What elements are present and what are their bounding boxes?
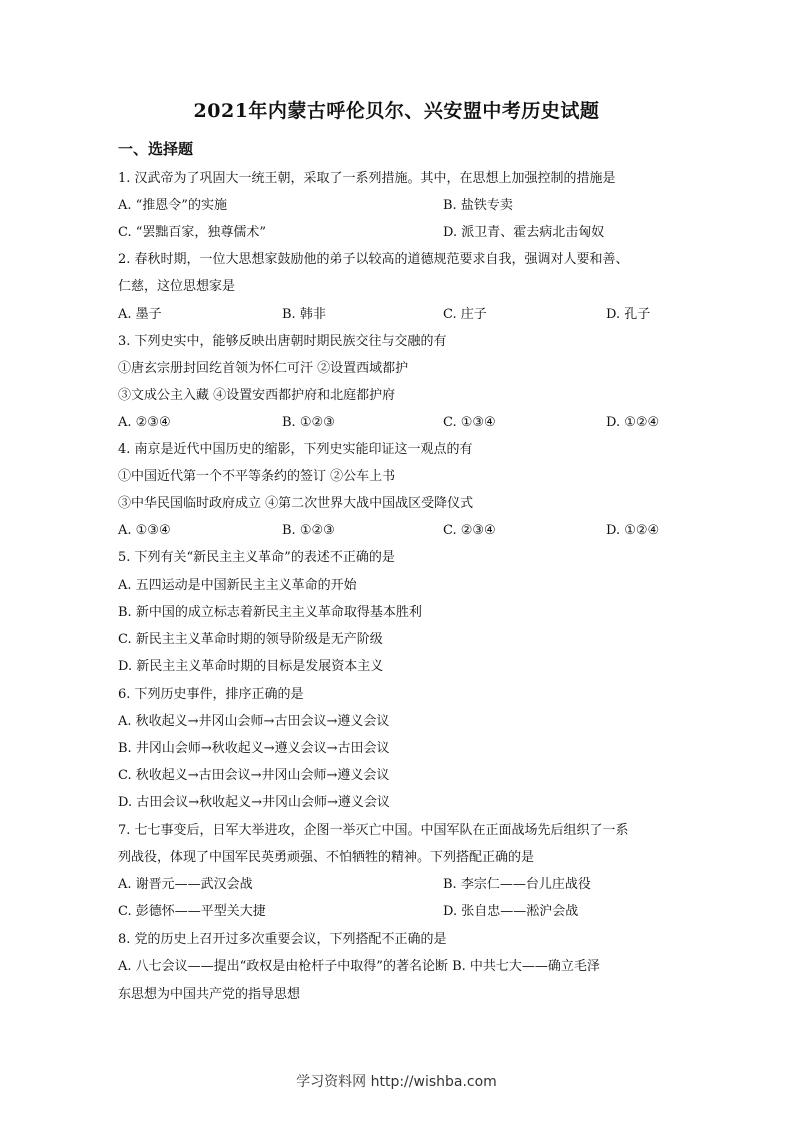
q7-option-a: A. 谢晋元——武汉会战 [118, 877, 253, 892]
q7-option-b: B. 李宗仁——台儿庄战役 [443, 877, 591, 892]
q7-stem-line2: 列战役，体现了中国军民英勇顽强、不怕牺牲的精神。下列搭配正确的是 [118, 850, 535, 865]
section-heading: 一、选择题 [118, 140, 194, 158]
q5-stem: 5. 下列有关“新民主主义革命”的表述不正确的是 [118, 550, 395, 565]
q2-option-a: A. 墨子 [118, 307, 162, 322]
q4-item-line1: ①中国近代第一个不平等条约的签订 ②公车上书 [118, 469, 396, 484]
q7-option-d: D. 张自忠——淞沪会战 [443, 904, 579, 919]
q1-option-b: B. 盐铁专卖 [443, 198, 513, 213]
q3-option-a: A. ②③④ [118, 415, 171, 430]
q5-option-a: A. 五四运动是中国新民主主义革命的开始 [118, 578, 357, 593]
q3-item-line1: ①唐玄宗册封回纥首领为怀仁可汗 ②设置西域都护 [118, 361, 409, 376]
q2-option-b: B. 韩非 [282, 307, 326, 322]
q4-option-a: A. ①③④ [118, 523, 171, 538]
q2-stem-line1: 2. 春秋时期，一位大思想家鼓励他的弟子以较高的道德规范要求自我，强调对人要和善、 [118, 252, 629, 267]
q4-stem: 4. 南京是近代中国历史的缩影，下列史实能印证这一观点的有 [118, 442, 473, 457]
q2-stem-line2: 仁慈，这位思想家是 [118, 279, 236, 294]
q3-item-line2: ③文成公主入藏 ④设置安西都护府和北庭都护府 [118, 388, 396, 403]
q3-option-c: C. ①③④ [443, 415, 496, 430]
q3-option-d: D. ①②④ [606, 415, 660, 430]
q1-stem: 1. 汉武帝为了巩固大一统王朝，采取了一系列措施。其中，在思想上加强控制的措施是 [118, 171, 616, 186]
q6-option-d: D. 古田会议→秋收起义→井冈山会师→遵义会议 [118, 795, 390, 810]
q8-options-line1: A. 八七会议——提出“政权是由枪杆子中取得”的著名论断 B. 中共七大——确立毛泽 [118, 959, 600, 974]
q4-option-c: C. ②③④ [443, 523, 496, 538]
q3-stem: 3. 下列史实中，能够反映出唐朝时期民族交往与交融的有 [118, 334, 447, 349]
q6-option-c: C. 秋收起义→古田会议→井冈山会师→遵义会议 [118, 768, 390, 783]
page-title: 2021年内蒙古呼伦贝尔、兴安盟中考历史试题 [193, 100, 600, 122]
q6-option-b: B. 井冈山会师→秋收起义→遵义会议→古田会议 [118, 741, 390, 756]
q5-option-b: B. 新中国的成立标志着新民主主义革命取得基本胜利 [118, 605, 422, 620]
q2-option-d: D. 孔子 [606, 307, 651, 322]
q1-option-c: C. “罢黜百家，独尊儒术” [118, 225, 267, 240]
q4-option-d: D. ①②④ [606, 523, 660, 538]
q2-option-c: C. 庄子 [443, 307, 487, 322]
q8-options-line2: 东思想为中国共产党的指导思想 [118, 987, 301, 1002]
q4-option-b: B. ①②③ [282, 523, 335, 538]
q6-stem: 6. 下列历史事件，排序正确的是 [118, 687, 304, 702]
q6-option-a: A. 秋收起义→井冈山会师→古田会议→遵义会议 [118, 714, 390, 729]
q7-stem-line1: 7. 七七事变后，日军大举进攻，企图一举灭亡中国。中国军队在正面战场先后组织了一系 [118, 823, 629, 838]
q7-option-c: C. 彭德怀——平型关大捷 [118, 904, 266, 919]
q8-stem: 8. 党的历史上召开过多次重要会议，下列搭配不正确的是 [118, 932, 447, 947]
q5-option-c: C. 新民主主义革命时期的领导阶级是无产阶级 [118, 632, 383, 647]
q1-option-d: D. 派卫青、霍去病北击匈奴 [443, 225, 605, 240]
footer-watermark: 学习资料网 http://wishba.com [296, 1074, 497, 1090]
q3-option-b: B. ①②③ [282, 415, 335, 430]
q1-option-a: A. “推恩令”的实施 [118, 198, 227, 213]
q5-option-d: D. 新民主主义革命时期的目标是发展资本主义 [118, 659, 384, 674]
q4-item-line2: ③中华民国临时政府成立 ④第二次世界大战中国战区受降仪式 [118, 496, 474, 511]
